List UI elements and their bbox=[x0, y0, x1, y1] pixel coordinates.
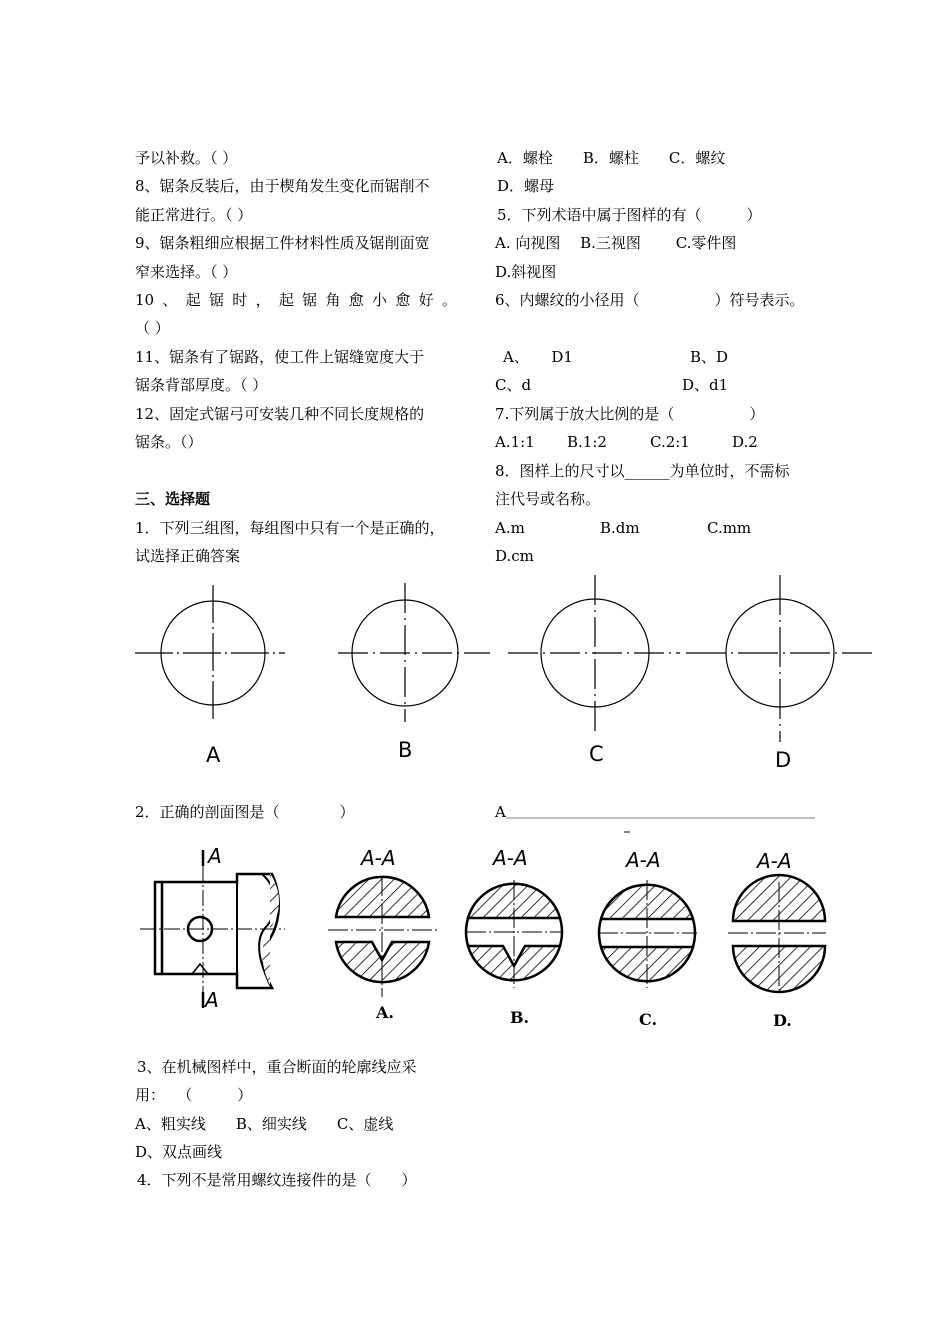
choice-q7-option-b: B.1:2 bbox=[567, 433, 607, 451]
choice-q5-question: 5．下列术语中属于图样的有（ ） bbox=[497, 206, 762, 224]
choice-q3-line1: 3、在机械图样中，重合断面的轮廓线应采 bbox=[137, 1058, 417, 1076]
section-label-d: D. bbox=[773, 1011, 792, 1030]
section-label-b: B. bbox=[510, 1008, 530, 1027]
part-drawing bbox=[155, 850, 279, 1008]
choice-q2: 2．正确的剖面图是（ ） bbox=[135, 803, 355, 821]
section-title-b: A-A bbox=[493, 846, 528, 870]
section-mark-top: A bbox=[208, 844, 222, 868]
choice-q6-option-d: D、d1 bbox=[682, 376, 729, 394]
section-title-a: A-A bbox=[361, 846, 396, 870]
choice-q8-option-d: D.cm bbox=[495, 547, 534, 565]
section-d bbox=[728, 875, 826, 992]
choice-q3-options: A、粗实线 B、细实线 C、虚线 bbox=[135, 1115, 394, 1133]
question-9-line1: 9、锯条粗细应根据工件材料性质及锯削面宽 bbox=[135, 234, 430, 252]
section-b bbox=[466, 880, 563, 988]
section-heading: 三、选择题 bbox=[135, 490, 211, 508]
choice-q8-line2: 注代号或名称。 bbox=[495, 490, 601, 508]
figure1-label-b: B bbox=[398, 738, 413, 762]
choice-q7-option-c: C.2:1 bbox=[650, 433, 690, 451]
question-9-line2: 窄来选择。（ ） bbox=[135, 263, 238, 281]
question-10-line1: 10 、 起 锯 时 ， 起 锯 角 愈 小 愈 好 。 bbox=[135, 291, 457, 309]
section-label-a: A. bbox=[376, 1003, 394, 1022]
question-8-line2: 能正常进行。（ ） bbox=[135, 206, 253, 224]
circle-a bbox=[161, 601, 265, 705]
choice-q7-question: 7.下列属于放大比例的是（ ） bbox=[495, 405, 765, 423]
choice-q7-option-d: D.2 bbox=[732, 433, 758, 451]
choice-q3-option-d: D、双点画线 bbox=[135, 1143, 223, 1161]
choice-q6-option-c: C、d bbox=[495, 376, 532, 394]
choice-q3-line2: 用： （ ） bbox=[135, 1086, 253, 1104]
question-8-line1: 8、锯条反装后，由于楔角发生变化而锯削不 bbox=[135, 177, 430, 195]
choice-q2-answer: A bbox=[495, 803, 506, 821]
section-title-d: A-A bbox=[757, 849, 792, 873]
section-label-c: C. bbox=[639, 1010, 658, 1029]
choice-q4-question: 4．下列不是常用螺纹连接件的是（ ） bbox=[137, 1171, 417, 1189]
choice-q4-option-d: D．螺母 bbox=[497, 177, 555, 195]
question-7-cont: 予以补救。（ ） bbox=[135, 149, 238, 167]
choice-q6-question: 6、内螺纹的小径用（ ）符号表示。 bbox=[495, 291, 805, 309]
question-12-line1: 12、固定式锯弓可安装几种不同长度规格的 bbox=[135, 405, 425, 423]
choice-q1-line2: 试选择正确答案 bbox=[135, 547, 241, 565]
choice-q4-options: A．螺栓 B．螺柱 C．螺纹 bbox=[497, 149, 726, 167]
choice-q6-option-a: A、 D1 bbox=[503, 348, 573, 366]
circle-c bbox=[541, 599, 649, 707]
figure1-label-d: D bbox=[775, 748, 792, 772]
section-a bbox=[328, 876, 438, 997]
choice-q5-option-d: D.斜视图 bbox=[495, 263, 557, 281]
question-10-line2: （ ） bbox=[135, 319, 170, 337]
question-12-line2: 锯条。（） bbox=[135, 433, 203, 451]
choice-q8-option-c: C.mm bbox=[707, 519, 752, 537]
figure1-label-c: C bbox=[589, 742, 604, 766]
choice-q7-option-a: A.1:1 bbox=[495, 433, 535, 451]
figure1-label-a: A bbox=[206, 743, 221, 767]
circle-d bbox=[726, 599, 834, 707]
section-mark-bottom: A bbox=[205, 988, 219, 1012]
choice-q6-option-b: B、D bbox=[690, 348, 729, 366]
circle-b bbox=[352, 600, 458, 706]
question-11-line1: 11、锯条有了锯路，使工件上锯缝宽度大于 bbox=[135, 348, 425, 366]
choice-q8-option-a: A.m bbox=[495, 519, 525, 537]
choice-q8-option-b: B.dm bbox=[600, 519, 640, 537]
choice-q5-options: A. 向视图 B.三视图 C.零件图 bbox=[495, 234, 737, 252]
choice-q8-line1: 8．图样上的尺寸以______为单位时，不需标 bbox=[495, 462, 790, 480]
section-c bbox=[598, 880, 697, 988]
question-11-line2: 锯条背部厚度。（ ） bbox=[135, 376, 268, 394]
choice-q1-line1: 1．下列三组图，每组图中只有一个是正确的， bbox=[135, 519, 445, 537]
section-title-c: A-A bbox=[626, 848, 661, 872]
